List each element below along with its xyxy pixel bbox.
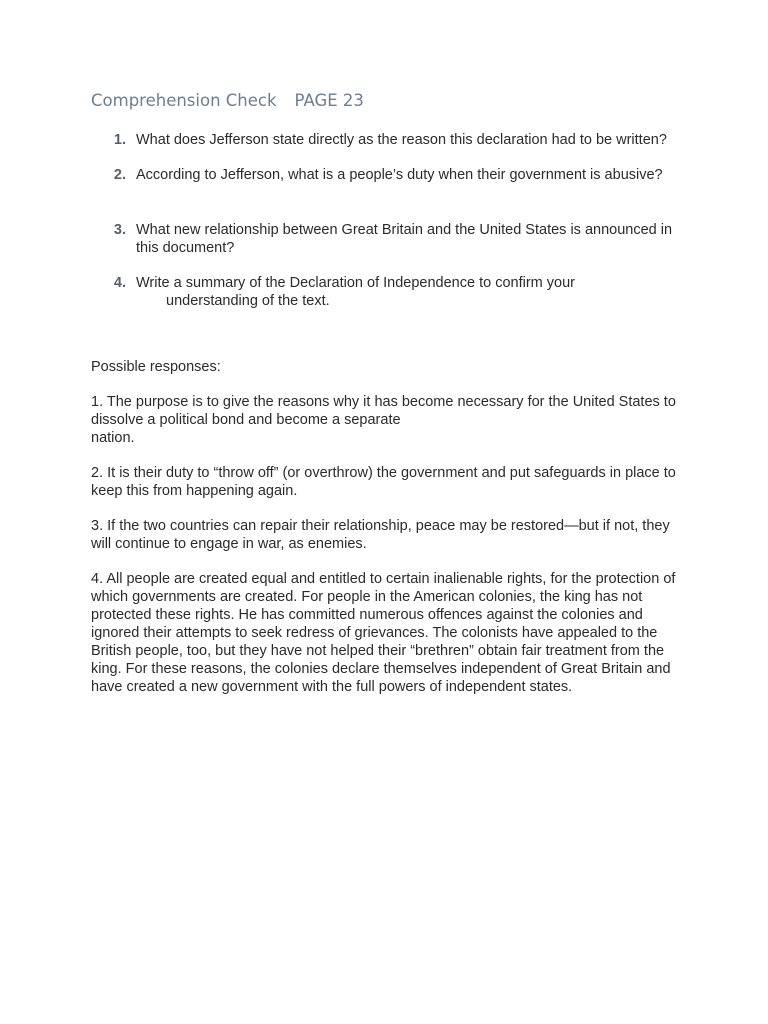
question-item: [91, 221, 681, 257]
question-number: 1.: [113, 132, 126, 148]
question-text: What new relationship between Great Britain and the United States is announced in this document?: [136, 222, 673, 256]
response-1: [91, 393, 683, 447]
question-item: [91, 274, 681, 310]
page-heading: [91, 91, 364, 110]
question-item: [91, 166, 681, 184]
question-number: 3.: [113, 222, 126, 238]
question-number: 2.: [113, 167, 126, 183]
response-1-line1: 1. The purpose is to give the reasons why it has become necessary for the United States to dissolve a political bond and become a separate: [91, 394, 676, 428]
question-text-line2: understanding of the text.: [166, 293, 330, 309]
response-2: 2. It is their duty to “throw off” (or overthrow) the government and put safeguards in place to keep this from happening again.: [91, 465, 676, 499]
responses-section: [91, 358, 683, 713]
response-1-line2: nation.: [91, 430, 135, 446]
response-3: 3. If the two countries can repair their relationship, peace may be restored—but if not, they will continue to engage in war, as enemies.: [91, 518, 670, 552]
responses-label: Possible responses:: [91, 359, 221, 375]
response-4: 4. All people are created equal and entitled to certain inalienable rights, for the protection of which governments are created. For people in the American colonies, the king has not protected these rights. He has committed numerous offences against the colonies and ignored their attempts to seek redress of grievances. The colonists have appealed to the British people, too, but they have not helped their “brethren” obtain fair treatment from the king. For these reasons, the colonies declare themselves independent of Great Britain and have created a new government with the full powers of independent states.: [91, 571, 676, 695]
question-item: [91, 131, 681, 149]
question-text-line1: Write a summary of the Declaration of Independence to confirm your: [136, 275, 575, 291]
question-text: According to Jefferson, what is a people’s duty when their government is abusive?: [136, 167, 663, 183]
heading-page-ref: PAGE 23: [294, 91, 364, 110]
question-number: 4.: [113, 275, 126, 291]
question-list: [91, 131, 681, 310]
question-text: What does Jefferson state directly as the reason this declaration had to be written?: [136, 132, 667, 148]
heading-title: Comprehension Check: [91, 91, 277, 110]
